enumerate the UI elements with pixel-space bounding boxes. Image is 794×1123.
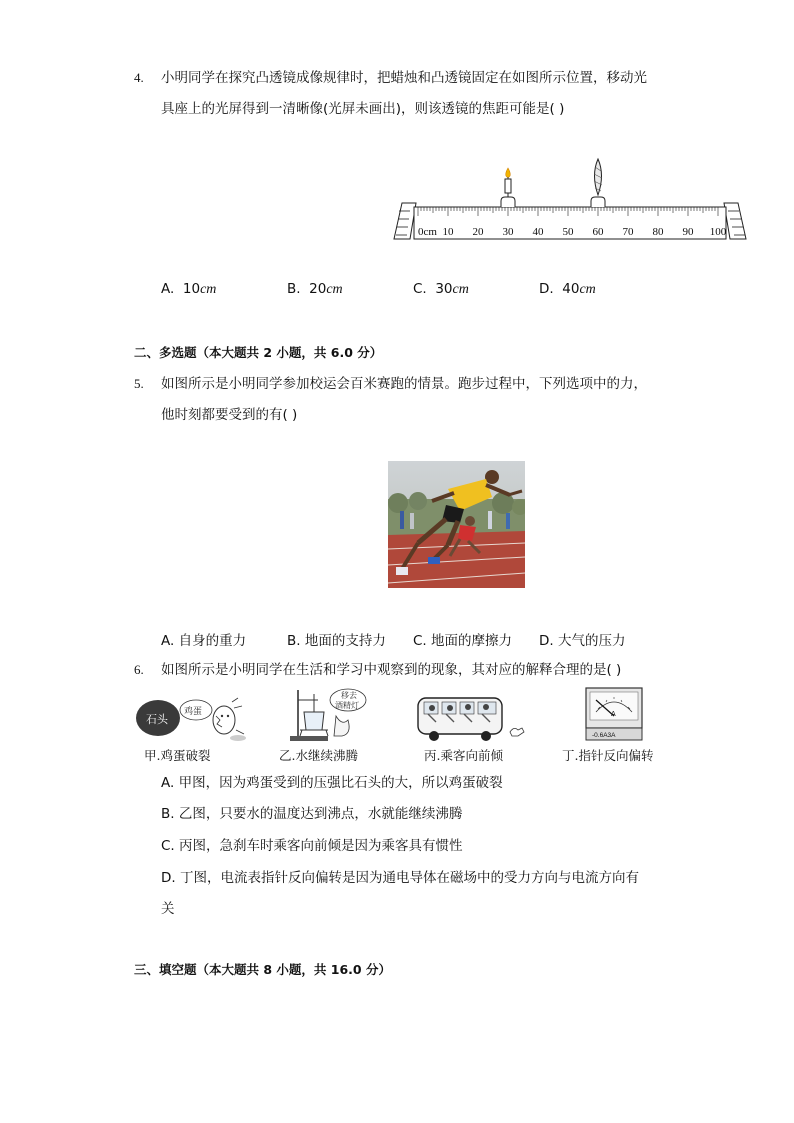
q5-option-d[interactable]: D. 大气的压力 [539, 633, 626, 649]
option-value: 40 [562, 281, 580, 297]
runner-head [485, 470, 499, 484]
option-unit: cm [200, 282, 217, 297]
figure-jia-caption: 甲.鸡蛋破裂 [144, 748, 211, 763]
option-unit: cm [452, 282, 469, 297]
figure-bing-bus-passengers [414, 692, 530, 744]
option-letter: A. [161, 281, 175, 297]
question-5-number: 5. [134, 376, 144, 391]
q4-option-a[interactable] [161, 281, 216, 298]
remove-label: 移去 [341, 691, 357, 700]
option-letter: B. [287, 281, 301, 297]
ruler-tick-label: 90 [682, 226, 694, 238]
beaker-icon [304, 712, 324, 730]
sprinter-photo [388, 461, 525, 588]
optical-bench-figure [390, 155, 750, 245]
ruler-tick-label: 60 [592, 226, 604, 238]
q4-option-c[interactable] [413, 281, 469, 298]
ruler-tick-label: 100 [709, 226, 727, 238]
q4-option-b[interactable] [287, 281, 343, 298]
q6-option-d[interactable]: D. 丁图，电流表指针反向偏转是因为通电导体在磁场中的受力方向与电流方向有 [161, 870, 639, 886]
option-value: 30 [435, 281, 453, 297]
q6-option-d-continuation: 关 [161, 901, 175, 917]
q5-option-b[interactable]: B. 地面的支持力 [287, 633, 386, 649]
ruler-tick-label: 10 [442, 226, 454, 238]
option-unit: cm [579, 282, 596, 297]
q4-option-d[interactable] [539, 281, 596, 298]
dog-icon [510, 728, 524, 736]
q6-option-a[interactable]: A. 甲图，因为鸡蛋受到的压强比石头的大，所以鸡蛋破裂 [161, 775, 503, 791]
option-value: 20 [309, 281, 327, 297]
figure-jia-egg-and-stone [134, 690, 252, 742]
ruler-tick-label: 80 [652, 226, 664, 238]
figure-ding-ammeter [584, 686, 644, 744]
ruler-unit-label: 0cm [418, 226, 437, 238]
question-6-stem-line1: 如图所示是小明同学在生活和学习中观察到的现象，其对应的解释合理的是( ) [161, 662, 622, 678]
q5-option-c[interactable]: C. 地面的摩擦力 [413, 633, 513, 649]
question-4-stem-line2: 具座上的光屏得到一清晰像(光屏未画出)，则该透镜的焦距可能是( ) [161, 101, 565, 117]
question-4-stem-line1: 小明同学在探究凸透镜成像规律时，把蜡烛和凸透镜固定在如图所示位置，移动光 [161, 70, 647, 86]
ruler-tick-label: 20 [472, 226, 484, 238]
ammeter-terminals-label: -0.6A3A [592, 732, 616, 739]
ruler-tick-label: 30 [502, 226, 514, 238]
q6-option-b[interactable]: B. 乙图，只要水的温度达到沸点，水就能继续沸腾 [161, 806, 463, 822]
egg-icon [213, 706, 235, 734]
figure-ding-caption: 丁.指针反向偏转 [562, 748, 654, 763]
candle [501, 168, 515, 207]
question-6-number: 6. [134, 662, 144, 677]
figure-bing-caption: 丙.乘客向前倾 [424, 748, 503, 763]
section-3-title: 三、填空题（本大题共 8 小题，共 16.0 分） [134, 962, 391, 977]
flame-icon [506, 168, 511, 178]
ruler-tick-label: 50 [562, 226, 574, 238]
option-unit: cm [326, 282, 343, 297]
figure-yi-caption: 乙.水继续沸腾 [279, 748, 358, 763]
convex-lens [591, 159, 605, 207]
question-5-stem-line1: 如图所示是小明同学参加校运会百米赛跑的情景。跑步过程中，下列选项中的力， [161, 376, 647, 392]
question-5-stem-line2: 他时刻都要受到的有( ) [161, 407, 298, 423]
bench-left-stand [394, 203, 416, 239]
stone-label: 石头 [146, 713, 168, 726]
egg-speech-label: 鸡蛋 [184, 707, 203, 717]
q6-option-c[interactable]: C. 丙图，急刹车时乘客向前倾是因为乘客具有惯性 [161, 838, 463, 854]
figure-yi-boiling-water [286, 686, 368, 744]
bench-right-stand [724, 203, 746, 239]
ruler-tick-label: 40 [532, 226, 544, 238]
q5-option-a[interactable]: A. 自身的重力 [161, 633, 247, 649]
ruler-tick-label: 70 [622, 226, 634, 238]
option-value: 10 [182, 281, 201, 297]
section-2-title: 二、多选题（本大题共 2 小题，共 6.0 分） [134, 345, 383, 360]
ammeter-unit-label: A [611, 711, 616, 718]
option-letter: D. [539, 281, 554, 297]
alcohol-lamp-label: 酒精灯 [335, 701, 359, 710]
question-4-number: 4. [134, 70, 144, 85]
option-letter: C. [413, 281, 427, 297]
